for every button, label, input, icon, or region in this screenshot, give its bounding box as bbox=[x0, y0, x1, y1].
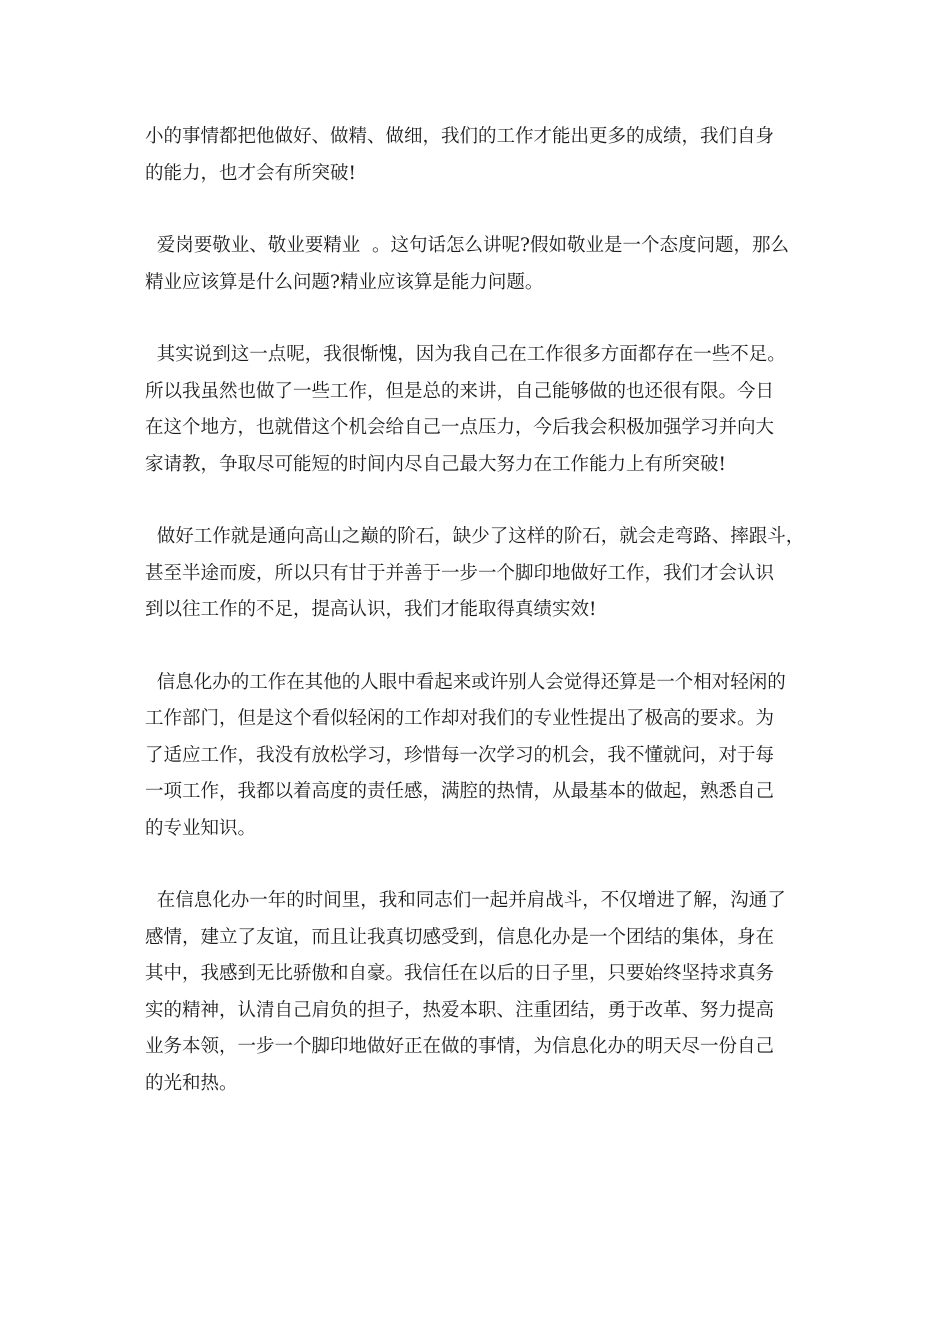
paragraph-line: 的专业知识。 bbox=[145, 817, 257, 839]
document-body bbox=[145, 119, 835, 1138]
paragraph-line: 感情，建立了友谊，而且让我真切感受到，信息化办是一个团结的集体，身在 bbox=[145, 926, 775, 948]
paragraph-3 bbox=[145, 337, 835, 483]
paragraph-4 bbox=[145, 519, 835, 629]
paragraph-line: 到以往工作的不足，提高认识，我们才能取得真绩实效! bbox=[145, 599, 597, 620]
paragraph-line: 家请教，争取尽可能短的时间内尽自己最大努力在工作能力上有所突破! bbox=[145, 453, 726, 475]
paragraph-6 bbox=[145, 883, 835, 1102]
paragraph-line: 工作部门，但是这个看似轻闲的工作却对我们的专业性提出了极高的要求。为 bbox=[145, 708, 775, 729]
paragraph-line: 在信息化办一年的时间里，我和同志们一起并肩战斗，不仅增进了解，沟通了 bbox=[145, 890, 786, 911]
paragraph-line: 的光和热。 bbox=[145, 1072, 238, 1094]
paragraph-line: 在这个地方，也就借这个机会给自己一点压力，今后我会积极加强学习并向大 bbox=[145, 417, 775, 438]
paragraph-line: 业务本领，一步一个脚印地做好正在做的事情，为信息化办的明天尽一份自己 bbox=[145, 1036, 775, 1057]
paragraph-line: 爱岗要敬业、敬业要精业 。这句话怎么讲呢?假如敬业是一个态度问题，那么 bbox=[145, 235, 789, 256]
paragraph-line: 所以我虽然也做了一些工作，但是总的来讲，自己能够做的也还很有限。今日 bbox=[145, 380, 775, 402]
paragraph-line: 其实说到这一点呢，我很惭愧，因为我自己在工作很多方面都存在一些不足。 bbox=[145, 344, 786, 365]
paragraph-line: 实的精神，认清自己肩负的担子，热爱本职、注重团结，勇于改革、努力提高 bbox=[145, 999, 775, 1021]
paragraph-line: 做好工作就是通向高山之巅的阶石，缺少了这样的阶石，就会走弯路、摔跟斗， bbox=[145, 526, 805, 547]
paragraph-line: 了适应工作，我没有放松学习，珍惜每一次学习的机会，我不懂就问，对于每 bbox=[145, 744, 775, 766]
paragraph-line: 精业应该算是什么问题?精业应该算是能力问题。 bbox=[145, 271, 544, 293]
paragraph-2 bbox=[145, 228, 835, 301]
paragraph-1 bbox=[145, 119, 835, 192]
paragraph-line: 信息化办的工作在其他的人眼中看起来或许别人会觉得还算是一个相对轻闲的 bbox=[145, 671, 786, 693]
paragraph-5 bbox=[145, 665, 835, 848]
paragraph-line: 的能力，也才会有所突破! bbox=[145, 162, 356, 184]
paragraph-line: 小的事情都把他做好、做精、做细，我们的工作才能出更多的成绩，我们自身 bbox=[145, 126, 775, 147]
paragraph-line: 一项工作，我都以着高度的责任感，满腔的热情，从最基本的做起，熟悉自己 bbox=[145, 781, 775, 802]
paragraph-line: 其中，我感到无比骄傲和自豪。我信任在以后的日子里，只要始终坚持求真务 bbox=[145, 963, 775, 984]
paragraph-line: 甚至半途而废，所以只有甘于并善于一步一个脚印地做好工作，我们才会认识 bbox=[145, 562, 775, 584]
